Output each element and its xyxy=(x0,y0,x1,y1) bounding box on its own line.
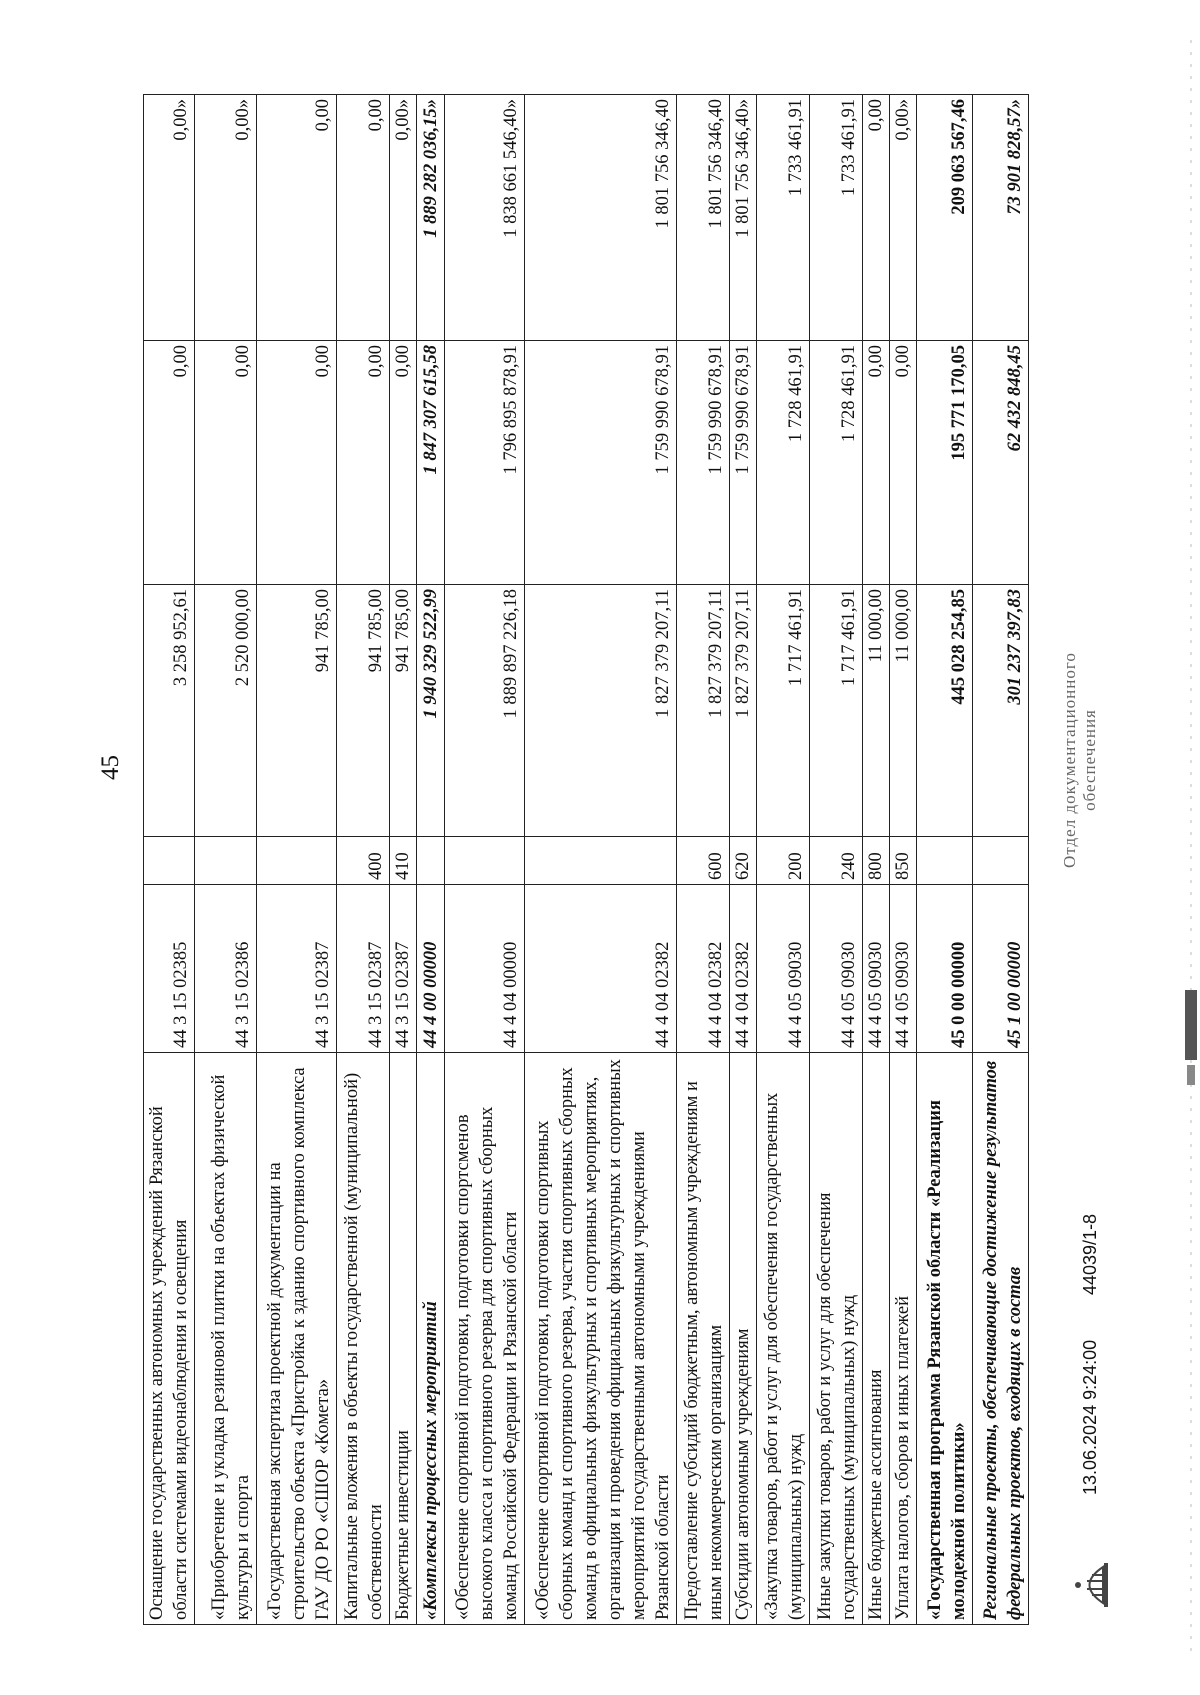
table-row xyxy=(417,95,445,1625)
row-name: «Закупка товаров, работ и услуг для обеспечения государственных (муниципальных) нужд xyxy=(757,1053,810,1625)
row-value-2: 0,00 xyxy=(390,341,417,585)
row-vr: 600 xyxy=(677,837,730,885)
row-value-1: 1 889 897 226,18 xyxy=(445,585,525,837)
row-name: «Обеспечение спортивной подготовки, подготовки спортсменов высокого класса и спортивного резерва для спортивных сборных команд Российской Федерации и Рязанской области xyxy=(445,1053,525,1625)
row-vr xyxy=(257,837,337,885)
row-name: Субсидии автономным учреждениям xyxy=(730,1053,757,1625)
row-vr: 410 xyxy=(390,837,417,885)
table-row xyxy=(973,95,1029,1625)
row-name: Оснащение государственных автономных учреждений Рязанской области системами видеонаблюдения и освещения xyxy=(144,1053,195,1625)
row-value-1: 1 827 379 207,11 xyxy=(525,585,677,837)
row-vr xyxy=(417,837,445,885)
row-vr xyxy=(144,837,195,885)
table-row xyxy=(890,95,917,1625)
row-code: 44 3 15 02387 xyxy=(257,885,337,1053)
row-vr: 200 xyxy=(757,837,810,885)
row-code: 44 3 15 02387 xyxy=(390,885,417,1053)
row-name: «Приобретение и укладка резиновой плитки на объектах физической культуры и спорта xyxy=(195,1053,257,1625)
row-value-2: 0,00 xyxy=(195,341,257,585)
table-row xyxy=(917,95,973,1625)
row-name: «Государственная программа Рязанской области «Реализация молодежной политики» xyxy=(917,1053,973,1625)
row-value-1: 3 258 952,61 xyxy=(144,585,195,837)
row-value-1: 11 000,00 xyxy=(863,585,890,837)
row-value-3: 0,00 xyxy=(863,95,890,341)
emblem-icon xyxy=(1070,1555,1112,1615)
row-value-2: 1 728 461,91 xyxy=(810,341,863,585)
row-value-3: 1 889 282 036,15» xyxy=(417,95,445,341)
row-value-3: 1 801 756 346,40» xyxy=(730,95,757,341)
row-value-3: 1 733 461,91 xyxy=(757,95,810,341)
row-name: Региональные проекты, обеспечивающие достижение результатов федеральных проектов, входящих в состав xyxy=(973,1053,1029,1625)
row-value-2: 1 759 990 678,91 xyxy=(677,341,730,585)
row-value-2: 0,00 xyxy=(257,341,337,585)
row-code: 44 4 00 00000 xyxy=(417,885,445,1053)
table-row xyxy=(810,95,863,1625)
row-value-1: 1 717 461,91 xyxy=(757,585,810,837)
row-value-3: 0,00 xyxy=(257,95,337,341)
row-value-3: 1 801 756 346,40 xyxy=(677,95,730,341)
row-name: «Государственная экспертиза проектной документации на строительство объекта «Пристройка к зданию спортивного комплекса ГАУ ДО РО «СШОР «Комета» xyxy=(257,1053,337,1625)
row-value-2: 0,00 xyxy=(890,341,917,585)
table-row xyxy=(257,95,337,1625)
row-vr: 800 xyxy=(863,837,890,885)
table-row xyxy=(730,95,757,1625)
row-code: 44 4 04 02382 xyxy=(730,885,757,1053)
row-code: 45 1 00 00000 xyxy=(973,885,1029,1053)
row-code: 44 4 05 09030 xyxy=(810,885,863,1053)
row-value-3: 209 063 567,46 xyxy=(917,95,973,341)
row-code: 44 3 15 02385 xyxy=(144,885,195,1053)
row-value-2: 0,00 xyxy=(337,341,390,585)
row-vr xyxy=(525,837,677,885)
row-value-1: 1 827 379 207,11 xyxy=(730,585,757,837)
row-value-3: 1 733 461,91 xyxy=(810,95,863,341)
row-value-1: 445 028 254,85 xyxy=(917,585,973,837)
row-name: Иные закупки товаров, работ и услуг для обеспечения государственных (муниципальных) нужд xyxy=(810,1053,863,1625)
row-value-1: 941 785,00 xyxy=(337,585,390,837)
row-value-1: 11 000,00 xyxy=(890,585,917,837)
row-value-3: 0,00» xyxy=(890,95,917,341)
row-value-3: 0,00» xyxy=(144,95,195,341)
row-vr xyxy=(917,837,973,885)
row-value-1: 2 520 000,00 xyxy=(195,585,257,837)
row-value-2: 1 759 990 678,91 xyxy=(730,341,757,585)
row-value-2: 1 728 461,91 xyxy=(757,341,810,585)
row-value-3: 0,00» xyxy=(195,95,257,341)
row-vr xyxy=(445,837,525,885)
row-name: «Комплексы процессных мероприятий xyxy=(417,1053,445,1625)
row-name: Уплата налогов, сборов и иных платежей xyxy=(890,1053,917,1625)
row-value-3: 1 838 661 546,40» xyxy=(445,95,525,341)
row-name: Иные бюджетные ассигнования xyxy=(863,1053,890,1625)
rotated-page xyxy=(97,65,1115,1625)
row-vr xyxy=(195,837,257,885)
row-name: Предоставление субсидий бюджетным, автономным учреждениям и иным некоммерческим организациям xyxy=(677,1053,730,1625)
row-value-1: 941 785,00 xyxy=(390,585,417,837)
row-vr: 620 xyxy=(730,837,757,885)
department-stamp xyxy=(1060,595,1100,925)
row-code: 44 4 05 09030 xyxy=(757,885,810,1053)
budget-table xyxy=(143,94,1029,1625)
row-value-2: 195 771 170,05 xyxy=(917,341,973,585)
row-value-1: 1 827 379 207,11 xyxy=(677,585,730,837)
table-row xyxy=(445,95,525,1625)
row-code: 44 3 15 02386 xyxy=(195,885,257,1053)
row-value-2: 62 432 848,45 xyxy=(973,341,1029,585)
table-row xyxy=(195,95,257,1625)
department-line-2: обеспечения xyxy=(1080,709,1099,811)
row-vr: 240 xyxy=(810,837,863,885)
row-vr: 400 xyxy=(337,837,390,885)
department-line-1: Отдел документационного xyxy=(1060,652,1079,868)
row-value-2: 0,00 xyxy=(863,341,890,585)
row-code: 44 4 05 09030 xyxy=(863,885,890,1053)
row-value-1: 941 785,00 xyxy=(257,585,337,837)
table-row xyxy=(144,95,195,1625)
table-row xyxy=(337,95,390,1625)
row-vr xyxy=(973,837,1029,885)
row-value-1: 1 940 329 522,99 xyxy=(417,585,445,837)
row-code: 44 4 04 02382 xyxy=(525,885,677,1053)
row-name: Бюджетные инвестиции xyxy=(390,1053,417,1625)
row-value-1: 301 237 397,83 xyxy=(973,585,1029,837)
table-row xyxy=(525,95,677,1625)
footer-date: 13.06.2024 9:24:00 xyxy=(1080,1339,1100,1495)
row-value-3: 73 901 828,57» xyxy=(973,95,1029,341)
row-code: 44 4 04 00000 xyxy=(445,885,525,1053)
table-row xyxy=(390,95,417,1625)
footer-doc-number: 44039/1-8 xyxy=(1080,1213,1100,1295)
row-value-3: 0,00 xyxy=(337,95,390,341)
table-row xyxy=(757,95,810,1625)
scan-edge-marks xyxy=(1182,0,1200,1695)
row-vr: 850 xyxy=(890,837,917,885)
table-row xyxy=(863,95,890,1625)
row-value-3: 1 801 756 346,40 xyxy=(525,95,677,341)
row-value-2: 1 847 307 615,58 xyxy=(417,341,445,585)
row-name: «Обеспечение спортивной подготовки, подготовки спортивных сборных команд и спортивного резерва, участия спортивных сборных команд в официальных физкультурных и спортивных мероприятиях, организация и проведения официальных физкультурных и спортивных мероприятий государственными автономными учреждениями Рязанской области xyxy=(525,1053,677,1625)
row-value-1: 1 717 461,91 xyxy=(810,585,863,837)
row-code: 44 4 04 02382 xyxy=(677,885,730,1053)
table-row xyxy=(677,95,730,1625)
row-name: Капитальные вложения в объекты государственной (муниципальной) собственности xyxy=(337,1053,390,1625)
row-value-3: 0,00» xyxy=(390,95,417,341)
row-code: 44 3 15 02387 xyxy=(337,885,390,1053)
row-value-2: 1 796 895 878,91 xyxy=(445,341,525,585)
row-code: 44 4 05 09030 xyxy=(890,885,917,1053)
row-code: 45 0 00 00000 xyxy=(917,885,973,1053)
row-value-2: 0,00 xyxy=(144,341,195,585)
page-number: 45 xyxy=(97,755,124,780)
row-value-2: 1 759 990 678,91 xyxy=(525,341,677,585)
